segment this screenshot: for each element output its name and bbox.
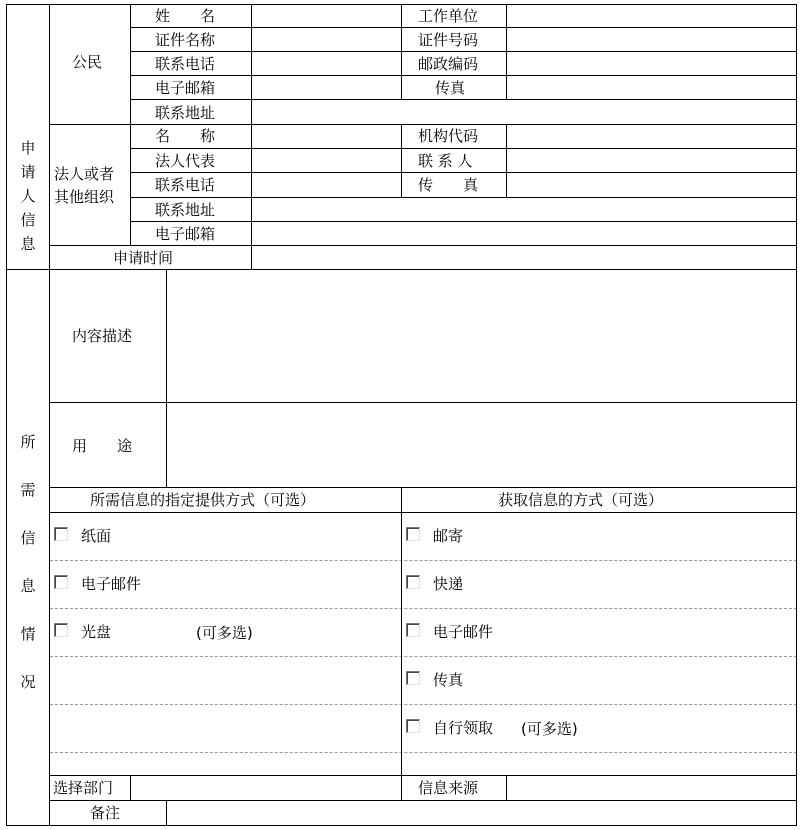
dashed-line [50, 704, 797, 705]
obtain-multi-note: (可多选) [521, 720, 578, 738]
content-desc-label: 内容描述 [72, 327, 133, 345]
contact-field[interactable] [507, 149, 796, 172]
section-char: 信 [20, 211, 36, 229]
apply-time-label: 申请时间 [113, 249, 174, 267]
usage-label: 用 途 [72, 437, 133, 455]
border-bottom [6, 825, 797, 826]
address-label: 联系地址 [155, 104, 216, 122]
name-field[interactable] [252, 5, 401, 27]
section-char: 请 [20, 163, 36, 181]
phone-field[interactable] [252, 52, 401, 75]
phone-label: 联系电话 [155, 55, 216, 73]
applicant-section-label [7, 136, 49, 256]
fax-label: 传真 [435, 79, 466, 97]
section-char: 人 [20, 187, 36, 205]
email-field[interactable] [252, 76, 401, 99]
org-email-field[interactable] [252, 222, 796, 245]
dashed-line [50, 656, 797, 657]
remark-field[interactable] [167, 801, 796, 825]
row-line [50, 487, 797, 488]
org-group-label-1: 法人或者 [54, 165, 115, 183]
provide-multi-note: (可多选) [196, 624, 253, 642]
self-pickup-option-label: 自行领取 [433, 719, 494, 737]
express-option-label: 快递 [433, 575, 464, 593]
org-phone-label: 联系电话 [155, 176, 216, 194]
paper-option-label: 纸面 [81, 527, 112, 545]
col-line [401, 124, 402, 198]
org-address-label: 联系地址 [155, 201, 216, 219]
name-label: 姓 名 [155, 7, 216, 25]
org-address-field[interactable] [252, 198, 796, 221]
info-section-label [7, 418, 49, 706]
disc-option-label: 光盘 [81, 623, 112, 641]
legal-rep-label: 法人代表 [155, 152, 216, 170]
content-desc-field[interactable] [167, 270, 796, 402]
org-name-field[interactable] [252, 125, 401, 148]
org-name-label: 名 称 [155, 127, 216, 145]
work-unit-label: 工作单位 [418, 7, 479, 25]
disc-checkbox[interactable] [54, 623, 68, 637]
org-code-field[interactable] [507, 125, 796, 148]
contact-label: 联 系 人 [418, 152, 473, 170]
mail-option-label: 邮寄 [433, 527, 464, 545]
row-line [50, 512, 797, 513]
postcode-label: 邮政编码 [418, 55, 479, 73]
dept-field[interactable] [131, 776, 401, 800]
col-line [401, 4, 402, 100]
col-line [401, 487, 402, 801]
section-char: 息 [20, 577, 36, 595]
apply-time-field[interactable] [252, 246, 796, 269]
postcode-field[interactable] [507, 52, 796, 75]
email-checkbox[interactable] [54, 575, 68, 589]
obtain-email-checkbox[interactable] [406, 623, 420, 637]
id-type-label: 证件名称 [155, 31, 216, 49]
section-char: 况 [20, 673, 36, 691]
org-fax-label: 传 真 [418, 176, 479, 194]
org-phone-field[interactable] [252, 173, 401, 197]
mail-checkbox[interactable] [406, 527, 420, 541]
usage-field[interactable] [167, 403, 796, 487]
email-option-label: 电子邮件 [81, 575, 142, 593]
section-char: 息 [20, 235, 36, 253]
org-group-label-2: 其他组织 [54, 188, 115, 206]
legal-rep-field[interactable] [252, 149, 401, 172]
email-label: 电子邮箱 [155, 79, 216, 97]
obtain-email-option-label: 电子邮件 [433, 623, 494, 641]
id-number-label: 证件号码 [418, 31, 479, 49]
col-line [49, 4, 50, 826]
id-number-field[interactable] [507, 28, 796, 51]
address-field[interactable] [252, 100, 796, 124]
obtain-header: 获取信息的方式（可选） [498, 491, 664, 509]
org-code-label: 机构代码 [418, 127, 479, 145]
org-email-label: 电子邮箱 [155, 225, 216, 243]
dashed-line [50, 608, 797, 609]
self-pickup-checkbox[interactable] [406, 719, 420, 733]
border-right [796, 4, 797, 826]
express-checkbox[interactable] [406, 575, 420, 589]
dashed-line [50, 560, 797, 561]
id-type-field[interactable] [252, 28, 401, 51]
org-fax-field[interactable] [507, 173, 796, 197]
citizen-group-label: 公民 [72, 53, 103, 71]
work-unit-field[interactable] [507, 5, 796, 27]
remark-label: 备注 [90, 804, 121, 822]
section-char: 情 [20, 625, 36, 643]
col-line [130, 4, 131, 245]
source-label: 信息来源 [418, 779, 479, 797]
dept-label: 选择部门 [53, 779, 114, 797]
fax-field[interactable] [507, 76, 796, 99]
obtain-fax-option-label: 传真 [433, 671, 464, 689]
section-char: 需 [20, 481, 36, 499]
dashed-line [50, 752, 797, 753]
section-char: 申 [20, 139, 36, 157]
obtain-fax-checkbox[interactable] [406, 671, 420, 685]
section-char: 所 [20, 433, 36, 451]
source-field[interactable] [507, 776, 796, 800]
section-char: 信 [20, 529, 36, 547]
paper-checkbox[interactable] [54, 527, 68, 541]
provide-header: 所需信息的指定提供方式（可选） [90, 491, 316, 509]
